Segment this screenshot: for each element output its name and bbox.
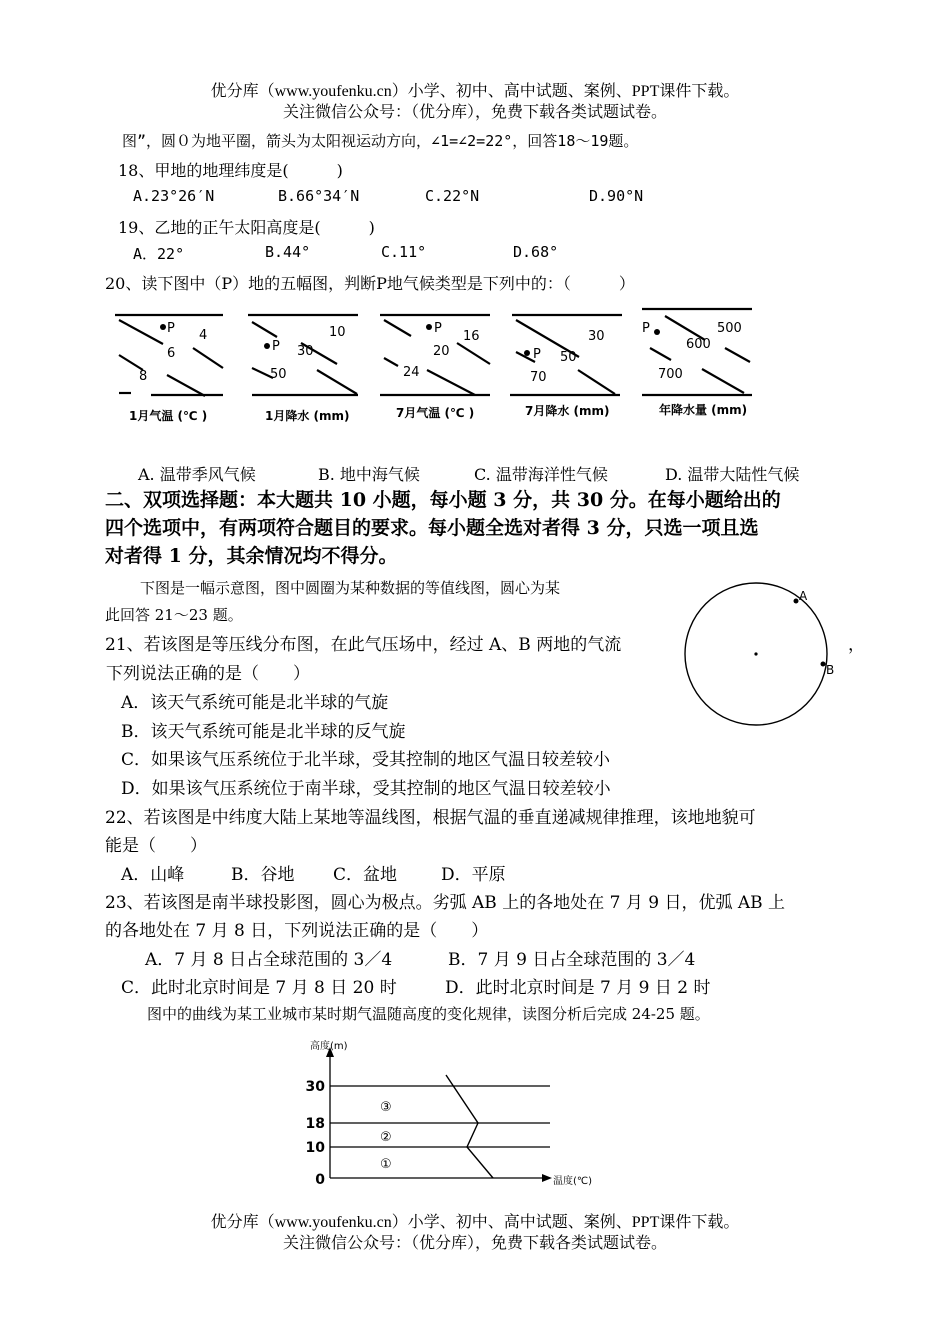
layer-2-label: ② [380,1130,392,1145]
map3-label-3: 24 [403,365,420,380]
q20-option-c: C. 温带海洋性气候 [474,465,608,484]
q20-option-b: B. 地中海气候 [318,465,420,484]
intro-18-19: 图”，圆０为地平圈，箭头为太阳视运动方向，∠1=∠2=22°，回答18～19题。 [122,132,639,150]
map1-point-label: P [167,321,175,336]
q21-stem-line-1: 21、若该图是等压线分布图，在此气压场中，经过 A、B 两地的气流 [105,635,622,655]
map4-label-1: 30 [588,329,605,344]
q22-option-c: C．盆地 [333,865,398,885]
q21-option-a: A．该天气系统可能是北半球的气旋 [121,693,389,713]
temperature-height-chart [300,1035,610,1195]
map4-point-label: P [533,347,541,362]
map4-p-dot [524,350,530,356]
map1-label-2: 6 [167,346,176,361]
map5-label-1: 500 [717,321,742,336]
layer-1-label: ① [380,1157,392,1172]
map5-label-2: 600 [686,337,711,352]
map3-caption: 7月气温 (℃ ) [396,406,475,420]
q19-option-d: D.68° [513,243,559,261]
map1-caption: 1月气温 (℃ ) [129,409,208,423]
map1-label-3: 8 [139,369,148,384]
map4-caption: 7月降水 (mm) [525,404,610,418]
map1-label-1: 4 [199,328,208,343]
q22-stem-line-1: 22、若该图是中纬度大陆上某地等温线图，根据气温的垂直递减规律推理，该地地貌可 [105,808,756,828]
ytick-10: 10 [305,1140,325,1156]
temperature-curve [446,1075,493,1178]
map2-label-3: 50 [270,367,287,382]
q23-stem-line-2: 的各地处在 7 月 8 日，下列说法正确的是（ ） [105,921,489,941]
q22-option-d: D．平原 [441,865,506,885]
map2-point-label: P [272,339,280,354]
footer-line-1: 优分库（www.youfenku.cn）小学、初中、高中试题、案例、PPT课件下载。 [210,1214,740,1231]
q20-isoline-maps [105,302,765,432]
intro-21-23-line-1: 下图是一幅示意图，图中圆圈为某种数据的等值线图，圆心为某 [140,579,561,597]
map1-p-dot [160,324,166,330]
q21-option-d: D．如果该气压系统位于南半球，受其控制的地区气温日较差较小 [121,779,611,799]
map3-label-1: 16 [463,329,480,344]
ytick-0: 0 [315,1172,325,1188]
q18-option-c: C.22°N [425,187,480,205]
map4-label-3: 70 [530,370,547,385]
q23-option-a: A．7 月 8 日占全球范围的 3／4 [145,950,393,970]
point-b-dot [821,662,826,667]
map2-label-2: 30 [297,344,314,359]
q18-stem: 18、甲地的地理纬度是( ) [118,161,343,180]
map5-label-3: 700 [658,367,683,382]
q19-option-b: B.44° [265,243,311,261]
map3-label-2: 20 [433,344,450,359]
map3-point-label: P [434,321,442,336]
q21-stem-tail: ， [848,635,865,655]
point-b-label: B [826,663,835,677]
ytick-18: 18 [305,1116,325,1132]
footer-line-2: 关注微信公众号：（优分库），免费下载各类试题试卷。 [282,1235,667,1252]
q22-option-a: A．山峰 [121,865,185,885]
map5-point-label: P [642,321,650,336]
q20-option-d: D. 温带大陆性气候 [665,465,800,484]
q23-stem-line-1: 23、若该图是南半球投影图，圆心为极点。劣弧 AB 上的各地处在 7 月 9 日，优弧 AB 上 [105,893,786,913]
y-axis-label: 高度(m) [310,1041,348,1052]
intro-24-25: 图中的曲线为某工业城市某时期气温随高度的变化规律，读图分析后完成 24-25 题。 [147,1005,710,1023]
q23-option-d: D．此时北京时间是 7 月 9 日 2 时 [445,978,711,998]
q18-option-d: D.90°N [589,187,644,205]
q23-option-b: B．7 月 9 日占全球范围的 3／4 [448,950,696,970]
q21-option-b: B．该天气系统可能是北半球的反气旋 [121,722,406,742]
map5-p-dot [654,329,660,335]
q20-stem: 20、读下图中（P）地的五幅图，判断P地气候类型是下列中的：（ ） [105,274,635,293]
q22-stem-line-2: 能是（ ） [105,836,207,856]
q18-option-b: B.66°34′N [278,187,360,205]
circle-center-dot [754,652,757,655]
map3-p-dot [426,324,432,330]
ytick-30: 30 [305,1079,325,1095]
x-axis-arrow [542,1174,552,1182]
q19-option-c: C.11° [381,243,427,261]
q19-stem: 19、乙地的正午太阳高度是( ) [118,218,375,237]
header-line-2: 关注微信公众号：（优分库），免费下载各类试题试卷。 [282,104,667,121]
header-line-1: 优分库（www.youfenku.cn）小学、初中、高中试题、案例、PPT课件下载。 [210,83,740,100]
q18-option-a: A.23°26′N [133,187,215,205]
map2-p-dot [264,343,270,349]
q21-stem-line-2: 下列说法正确的是（ ） [106,664,310,684]
section2-line-2: 四个选项中，有两项符合题目的要求。每小题全选对者得 3 分，只选一项且选 [105,517,759,539]
intro-21-23-line-2: 此回答 21～23 题。 [105,606,243,624]
q22-option-b: B．谷地 [231,865,295,885]
layer-3-label: ③ [380,1100,392,1115]
q20-option-a: A. 温带季风气候 [138,465,256,484]
point-a-dot [794,599,799,604]
map5-caption: 年降水量 (mm) [659,403,748,417]
section2-line-3: 对者得 1 分，其余情况均不得分。 [105,545,398,567]
map2-label-1: 10 [329,325,346,340]
section2-line-1: 二、双项选择题：本大题共 10 小题，每小题 3 分，共 30 分。在每小题给出的 [105,489,781,511]
map4-label-2: 50 [560,350,577,365]
point-a-label: A [799,589,808,603]
x-axis-label: 温度(℃) [553,1176,593,1187]
map2-caption: 1月降水 (mm) [265,409,350,423]
q21-option-c: C．如果该气压系统位于北半球，受其控制的地区气温日较差较小 [121,750,611,770]
q19-option-a: A．22° [133,245,185,263]
q23-option-c: C．此时北京时间是 7 月 8 日 20 时 [121,978,397,998]
isoline-circle-diagram [678,578,848,748]
